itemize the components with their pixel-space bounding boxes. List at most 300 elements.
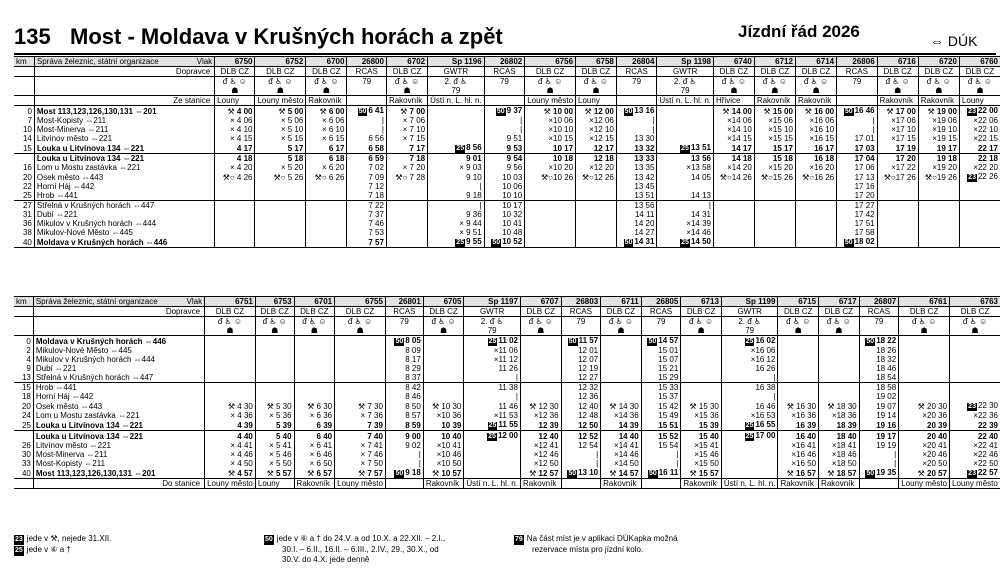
departure-time: × 9 51 xyxy=(428,228,485,237)
departure-time: 12 40 xyxy=(520,431,561,442)
footnote-50: 50 jede v ⑥ a † do 24.V. a od 10.X. a 22.XII. – 2.I., 30.I. – 6.II., 16.II. – 6.III., 2.IV., 29., 30.X., od 30.V. do 4.X. jede denně xyxy=(265,534,446,564)
departure-time: 16 26 xyxy=(721,364,778,373)
footnote-23: 23 jede v ⚒, nejede 31.XII. xyxy=(15,534,112,543)
departure-time: 18 39 xyxy=(819,420,860,431)
departure-time: 13 35 xyxy=(616,163,657,172)
departure-time: ⚒ 20 57 xyxy=(899,468,950,479)
departure-time: 5 18 xyxy=(255,154,306,164)
departure-time: ×12 15 xyxy=(576,134,617,143)
departure-time: | xyxy=(561,459,601,468)
station-name: Mikulov-Nové Město ⇔445 xyxy=(33,346,204,355)
departure-time: 50 6 41 xyxy=(347,106,387,117)
station-km xyxy=(14,154,34,164)
departure-time xyxy=(335,364,386,373)
timetable-return xyxy=(14,296,1000,489)
service-symbols: ☗ xyxy=(215,86,255,96)
departure-time xyxy=(819,392,860,401)
departure-time: 50 18 22 xyxy=(859,336,899,347)
departure-time: ×16 12 xyxy=(721,355,778,364)
departure-time: | xyxy=(428,201,485,211)
departure-time: ×22 15 xyxy=(959,134,1000,143)
departure-time: 12 19 xyxy=(561,364,601,373)
operator-name: GWTR xyxy=(428,67,485,77)
departure-time xyxy=(754,228,795,237)
departure-time: | xyxy=(484,116,525,125)
departure-time: 12 39 xyxy=(520,420,561,431)
departure-time: 19 17 xyxy=(918,143,959,154)
station-name: Litvínov město ⇔221 xyxy=(34,134,214,143)
departure-time: 5 17 xyxy=(255,143,306,154)
departure-time: ⚒ 5 30 xyxy=(255,401,294,411)
service-symbols: ᵭ ♿ ☺ xyxy=(525,77,576,87)
departure-time xyxy=(950,373,1000,383)
service-symbols: 79 xyxy=(859,317,899,327)
train-number: 6755 xyxy=(335,297,386,307)
departure-time: 50 10 52 xyxy=(484,237,525,248)
departure-time xyxy=(950,392,1000,401)
destination-station: Louny město xyxy=(899,479,950,489)
operator-org-header xyxy=(33,297,204,307)
departure-time: ×15 36 xyxy=(681,411,722,420)
departure-time xyxy=(713,191,754,201)
departure-time: ×16 06 xyxy=(795,116,836,125)
departure-time: 22 17 xyxy=(959,143,1000,154)
service-symbols: ☗ xyxy=(294,326,335,336)
station-row xyxy=(14,201,1000,211)
departure-time xyxy=(525,191,576,201)
departure-time: 12 52 xyxy=(561,431,601,442)
departure-time: × 4 36 xyxy=(205,411,256,420)
departure-time: 10 32 xyxy=(484,210,525,219)
departure-time: 7 53 xyxy=(347,228,387,237)
service-symbols: 79 xyxy=(657,86,714,96)
destination-station: Rakovník xyxy=(681,479,722,489)
departure-time xyxy=(294,383,335,393)
departure-time xyxy=(959,210,1000,219)
departure-time: × 9 03 xyxy=(428,163,485,172)
departure-time xyxy=(423,383,464,393)
departure-time: ⚒ 17 00 xyxy=(877,106,918,117)
station-row xyxy=(14,172,1000,182)
station-km xyxy=(14,431,33,442)
station-row xyxy=(14,163,1000,172)
operator-name: DLB CZ xyxy=(899,307,950,317)
departure-time: ×15 10 xyxy=(754,125,795,134)
operator-name: DLB CZ xyxy=(681,307,722,317)
departure-time: ⚒ 7 57 xyxy=(335,468,386,479)
departure-time xyxy=(899,336,950,347)
departure-time xyxy=(335,392,386,401)
departure-time: | xyxy=(347,116,387,125)
service-symbols: 79 xyxy=(641,317,681,327)
destination-station: Rakovník xyxy=(601,479,642,489)
departure-time: ×12 41 xyxy=(520,441,561,450)
departure-time xyxy=(205,355,256,364)
departure-time: 16 38 xyxy=(721,383,778,393)
departure-time xyxy=(601,392,642,401)
departure-time xyxy=(778,364,819,373)
departure-time xyxy=(205,392,256,401)
departure-time xyxy=(386,237,427,248)
departure-time xyxy=(423,336,464,347)
departure-time xyxy=(215,228,255,237)
departure-time xyxy=(754,210,795,219)
origin-station: Louny město xyxy=(255,96,306,106)
departure-time: ×10 36 xyxy=(423,411,464,420)
departure-time: 50 9 18 xyxy=(385,468,423,479)
departure-time xyxy=(306,210,347,219)
service-symbols xyxy=(641,326,681,336)
departure-time: 25 12 00 xyxy=(464,431,521,442)
departure-time: 9 51 xyxy=(484,134,525,143)
departure-time xyxy=(520,392,561,401)
departure-time xyxy=(520,373,561,383)
symbols-label xyxy=(33,317,204,327)
service-symbols: ᵭ ♿ ☺ xyxy=(754,77,795,87)
departure-time: 14 05 xyxy=(657,172,714,182)
destination-station: Rakovník xyxy=(423,479,464,489)
operator-name: DLB CZ xyxy=(205,307,256,317)
station-name: Střelná v Krušných horách ⇔447 xyxy=(34,201,214,211)
departure-time: × 4 46 xyxy=(205,450,256,459)
train-number: 26804 xyxy=(616,57,657,67)
departure-time: 50 16 46 xyxy=(837,106,878,117)
departure-time: ⚒○16 26 xyxy=(795,172,836,182)
departure-time: | xyxy=(641,459,681,468)
train-number: 6750 xyxy=(215,57,255,67)
departure-time xyxy=(255,219,306,228)
station-row xyxy=(14,134,1000,143)
departure-time: 9 36 xyxy=(428,210,485,219)
departure-time: ×16 50 xyxy=(778,459,819,468)
departure-time xyxy=(754,191,795,201)
station-row xyxy=(14,182,1000,191)
departure-time: 13 33 xyxy=(616,154,657,164)
departure-time xyxy=(525,237,576,248)
destination-label: Do stanice xyxy=(33,479,204,489)
origin-label: Ze stanice xyxy=(34,96,214,106)
departure-time xyxy=(601,364,642,373)
departure-time: 12 07 xyxy=(561,355,601,364)
departure-time xyxy=(657,134,714,143)
train-number: 6712 xyxy=(754,57,795,67)
departure-time: 12 48 xyxy=(561,411,601,420)
service-symbols: ᵭ ♿ ☺ xyxy=(819,317,860,327)
departure-time xyxy=(918,182,959,191)
departure-time: ⚒ 15 57 xyxy=(681,468,722,479)
departure-time: 22 40 xyxy=(950,431,1000,442)
departure-time: × 7 20 xyxy=(386,163,427,172)
departure-time: ⚒ 10 57 xyxy=(423,468,464,479)
departure-time: ×16 06 xyxy=(721,346,778,355)
departure-time: 14 27 xyxy=(616,228,657,237)
departure-time: ⚒ 10 00 xyxy=(525,106,576,117)
train-number: 6761 xyxy=(899,297,950,307)
departure-time: × 6 36 xyxy=(294,411,335,420)
departure-time xyxy=(713,237,754,248)
departure-time: 8 50 xyxy=(385,401,423,411)
symbols-row-2 xyxy=(14,326,1000,336)
departure-time: | xyxy=(837,116,878,125)
departure-time: ×19 10 xyxy=(918,125,959,134)
departure-time: 7 40 xyxy=(335,431,386,442)
departure-time: 11 46 xyxy=(464,401,521,411)
departure-time: 12 54 xyxy=(561,441,601,450)
km-blank xyxy=(14,67,34,77)
departure-time: 25 17 00 xyxy=(721,431,778,442)
station-km: 40 xyxy=(14,237,34,248)
departure-time: ⚒ 14 00 xyxy=(713,106,754,117)
departure-time xyxy=(306,191,347,201)
departure-time: 18 54 xyxy=(859,373,899,383)
service-symbols xyxy=(561,326,601,336)
departure-time: × 4 41 xyxy=(205,441,256,450)
departure-time: 15 40 xyxy=(681,431,722,442)
departure-time xyxy=(877,182,918,191)
departure-time xyxy=(428,134,485,143)
service-symbols: ᵭ ♿ ☺ xyxy=(576,77,617,87)
origin-station: Rakovník xyxy=(877,96,918,106)
service-symbols: 79 xyxy=(484,77,525,87)
departure-time: | xyxy=(837,125,878,134)
departure-time: 19 16 xyxy=(859,420,899,431)
origin-station: Louny město xyxy=(525,96,576,106)
train-number: Sp 1199 xyxy=(721,297,778,307)
departure-time xyxy=(778,355,819,364)
service-symbols: ᵭ ♿ ☺ xyxy=(306,77,347,87)
departure-time: ×18 36 xyxy=(819,411,860,420)
departure-time xyxy=(721,450,778,459)
departure-time: 13 30 xyxy=(616,134,657,143)
departure-time: ×16 15 xyxy=(795,134,836,143)
departure-time xyxy=(255,346,294,355)
train-number: Sp 1197 xyxy=(464,297,521,307)
destination-station xyxy=(385,479,423,489)
operator-name: GWTR xyxy=(721,307,778,317)
departure-time: × 9 44 xyxy=(428,219,485,228)
departure-time: 17 03 xyxy=(837,143,878,154)
train-number: 6752 xyxy=(255,57,306,67)
train-number: 6713 xyxy=(681,297,722,307)
departure-time: 20 40 xyxy=(899,431,950,442)
departure-time xyxy=(215,219,255,228)
departure-time: | xyxy=(859,450,899,459)
departure-time xyxy=(423,373,464,383)
departure-time: | xyxy=(616,125,657,134)
departure-time xyxy=(713,201,754,211)
service-symbols: ᵭ ♿ ☺ xyxy=(294,317,335,327)
departure-time xyxy=(795,237,836,248)
departure-time: ×16 41 xyxy=(778,441,819,450)
departure-time xyxy=(918,237,959,248)
train-number: 26807 xyxy=(859,297,899,307)
departure-time xyxy=(721,441,778,450)
station-name: Louka u Litvínova 134 ⇔221 xyxy=(33,431,204,442)
departure-time: × 6 15 xyxy=(306,134,347,143)
departure-time: ⚒○14 26 xyxy=(713,172,754,182)
service-symbols: 79 xyxy=(837,77,878,87)
station-km: 25 xyxy=(21,420,31,430)
departure-time: × 6 41 xyxy=(294,441,335,450)
departure-time: 13 32 xyxy=(616,143,657,154)
departure-time: ⚒ 18 30 xyxy=(819,401,860,411)
station-name: Hrob ⇔441 xyxy=(33,383,204,393)
departure-time: 7 17 xyxy=(386,143,427,154)
station-km: 40 xyxy=(21,468,31,478)
station-name: Most 113,123,126,130,131 ⇔201 xyxy=(34,106,214,117)
service-symbols xyxy=(837,86,878,96)
departure-time: ⚒ 7 00 xyxy=(386,106,427,117)
departure-time: ×14 39 xyxy=(657,219,714,228)
train-number: 6763 xyxy=(950,297,1000,307)
symbols-label xyxy=(34,77,214,87)
departure-time: 19 07 xyxy=(859,401,899,411)
operator-name: DLB CZ xyxy=(795,67,836,77)
departure-time: 8 17 xyxy=(385,355,423,364)
departure-time: 17 51 xyxy=(837,219,878,228)
departure-time: 50 18 02 xyxy=(837,237,878,248)
station-name: Dubí ⇔221 xyxy=(33,364,204,373)
station-km: 20 xyxy=(21,401,31,411)
departure-time xyxy=(959,219,1000,228)
departure-time xyxy=(255,392,294,401)
departure-time: ×15 20 xyxy=(754,163,795,172)
station-row xyxy=(14,411,1000,420)
station-name: Most 113,123,126,130,131 ⇔201 xyxy=(33,468,204,479)
departure-time xyxy=(255,336,294,347)
destination-station: Rakovník xyxy=(294,479,335,489)
origin-station: Ústí n. L. hl. n. xyxy=(657,96,714,106)
departure-time: 8 46 xyxy=(385,392,423,401)
departure-time: 16 40 xyxy=(778,431,819,442)
operator-name: GWTR xyxy=(657,67,714,77)
departure-time: 5 40 xyxy=(255,431,294,442)
departure-time: 50 16 11 xyxy=(641,468,681,479)
departure-time xyxy=(657,106,714,117)
departure-time: 7 46 xyxy=(347,219,387,228)
departure-time: ⚒ 4 30 xyxy=(205,401,256,411)
symbols-row-2 xyxy=(14,86,1000,96)
departure-time xyxy=(795,191,836,201)
departure-time: 15 18 xyxy=(754,154,795,164)
destination-row xyxy=(14,479,1000,489)
departure-time xyxy=(520,383,561,393)
departure-time xyxy=(778,346,819,355)
departure-time xyxy=(819,346,860,355)
service-symbols xyxy=(484,86,525,96)
service-symbols: 79 xyxy=(464,326,521,336)
departure-time: 19 17 xyxy=(859,431,899,442)
departure-time xyxy=(205,336,256,347)
departure-time: ×12 10 xyxy=(576,125,617,134)
departure-time xyxy=(255,182,306,191)
departure-time xyxy=(713,228,754,237)
departure-time: 50 11 57 xyxy=(561,336,601,347)
train-number: 6751 xyxy=(205,297,256,307)
train-number: Sp 1198 xyxy=(657,57,714,67)
station-km: 26 xyxy=(21,441,31,450)
departure-time: ⚒ 20 30 xyxy=(899,401,950,411)
departure-time: 17 06 xyxy=(837,163,878,172)
departure-time: ×22 50 xyxy=(950,459,1000,468)
departure-time xyxy=(306,182,347,191)
departure-time: | xyxy=(347,125,387,134)
departure-time xyxy=(657,116,714,125)
departure-time: ⚒ 14 57 xyxy=(601,468,642,479)
org-label: Správa železnic, státní organizace xyxy=(36,57,159,66)
station-row xyxy=(14,373,1000,383)
departure-time: 9 00 xyxy=(385,431,423,442)
station-km: 7 xyxy=(27,116,32,125)
departure-time: ×19 06 xyxy=(918,116,959,125)
train-number: 26805 xyxy=(641,297,681,307)
departure-time: 14 40 xyxy=(601,431,642,442)
departure-time: 17 20 xyxy=(877,154,918,164)
departure-time: 25 8 56 xyxy=(428,143,485,154)
departure-time: 8 29 xyxy=(385,364,423,373)
departure-time: ×17 06 xyxy=(877,116,918,125)
departure-time xyxy=(335,336,386,347)
departure-time: 14 17 xyxy=(713,143,754,154)
departure-time: ⚒ 12 30 xyxy=(520,401,561,411)
operator-row xyxy=(14,67,1000,77)
station-row xyxy=(14,237,1000,248)
station-km: 16 xyxy=(22,163,32,172)
service-symbols: ☗ xyxy=(423,326,464,336)
service-symbols: ☗ xyxy=(713,86,754,96)
departure-time: 23 22 57 xyxy=(950,468,1000,479)
km-blank xyxy=(14,479,33,489)
service-symbols xyxy=(347,86,387,96)
operator-name: DLB CZ xyxy=(294,307,335,317)
departure-time: 50 13 10 xyxy=(561,468,601,479)
symbols-row xyxy=(14,317,1000,327)
destination-station: Rakovník xyxy=(819,479,860,489)
service-symbols: ☗ xyxy=(899,326,950,336)
departure-time: 15 01 xyxy=(641,346,681,355)
departure-time xyxy=(657,125,714,134)
station-row xyxy=(14,392,1000,401)
destination-station: Ústí n. L. hl. n. xyxy=(464,479,521,489)
departure-time: 4 39 xyxy=(205,420,256,431)
operator-name: DLB CZ xyxy=(386,67,427,77)
departure-time xyxy=(423,346,464,355)
station-km: 20 xyxy=(22,172,32,182)
operator-name: DLB CZ xyxy=(215,67,255,77)
station-km: 38 xyxy=(22,228,32,237)
station-km: 0 xyxy=(14,336,33,347)
departure-time: 25 11 55 xyxy=(464,420,521,431)
departure-time xyxy=(294,346,335,355)
departure-time: 5 39 xyxy=(255,420,294,431)
departure-time: 13 45 xyxy=(616,182,657,191)
departure-time: 8 57 xyxy=(385,411,423,420)
departure-time: 16 46 xyxy=(721,401,778,411)
departure-time xyxy=(721,459,778,468)
departure-time: ×17 22 xyxy=(877,163,918,172)
station-row xyxy=(14,459,1000,468)
departure-time xyxy=(877,191,918,201)
departure-time: 7 39 xyxy=(335,420,386,431)
operator-name: DLB CZ xyxy=(713,67,754,77)
departure-time: ×15 06 xyxy=(754,116,795,125)
departure-time: × 4 10 xyxy=(215,125,255,134)
footnote-25: 25 jede v ⑥ a † xyxy=(15,545,71,554)
operator-name: DLB CZ xyxy=(255,67,306,77)
km-blank xyxy=(14,86,34,96)
operator-name: DLB CZ xyxy=(778,307,819,317)
departure-time xyxy=(721,468,778,479)
